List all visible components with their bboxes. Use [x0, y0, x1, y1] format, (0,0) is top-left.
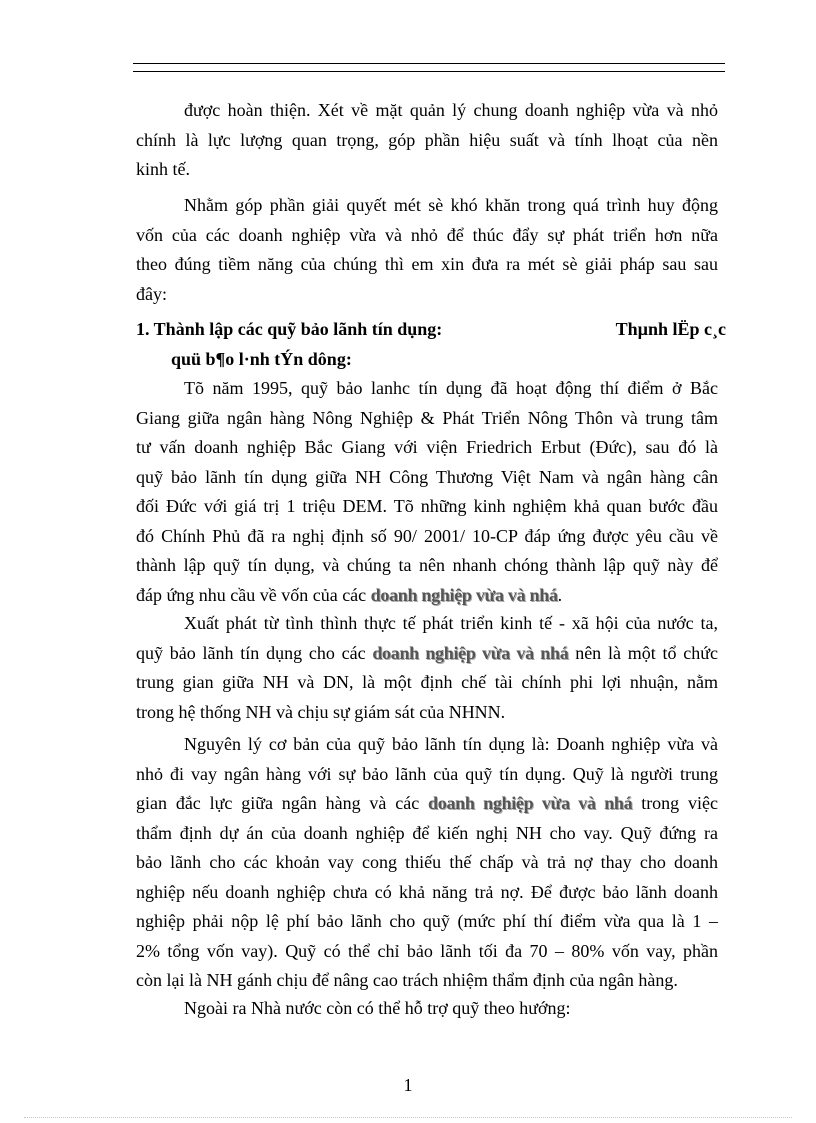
text-line: nghiệp nếu doanh nghiệp chưa có khả năng trả nợ. Để được bảo lãnh doanh — [136, 881, 718, 902]
text-line: thành lập quỹ tín dụng, và chúng ta nên nhanh chóng thành lập quỹ này để — [136, 555, 718, 575]
page-number: 1 — [403, 1075, 413, 1095]
text-line: theo đúng tiềm năng của chúng thì em xin đưa ra mét sè giải pháp sau sau — [136, 254, 718, 274]
text-line: Nguyên lý cơ bản của quỹ bảo lãnh tín dụng là: Doanh nghiệp vừa và — [184, 734, 718, 754]
text-line: chính là lực lượng quan trọng, góp phần hiệu suất và tính lhoạt của nền — [136, 129, 718, 150]
paragraph-2 — [136, 191, 718, 309]
text-line: thẩm định dự án của doanh nghiệp để kiến nghị NH cho vay. Quỹ đứng ra — [136, 822, 718, 843]
text-line: bảo lãnh cho các khoản vay cong thiếu thế chấp và trả nợ thay cho doanh — [136, 852, 718, 872]
paragraph-3 — [136, 374, 718, 610]
paragraph-5 — [136, 730, 718, 996]
text-line: Tõ năm 1995, quỹ bảo lanhc tín dụng đã hoạt động thí điểm ở Bắc — [184, 378, 718, 398]
text-line: gian đắc lực giữa ngân hàng và các doanh nghiệp vừa và nhá trong việc — [136, 793, 718, 813]
text-line: còn lại là NH gánh chịu để nâng cao trách nhiệm thẩm định của ngân hàng. — [136, 970, 678, 990]
text-line: kinh tế. — [136, 159, 190, 179]
paragraph-1 — [136, 96, 718, 185]
text-line: trung gian giữa NH và DN, là một định chế tài chính phi lợi nhuận, nằm — [136, 672, 718, 692]
text-line: đó Chính Phủ đã ra nghị định số 90/ 2001/ 10-CP đáp ứng được yêu cầu về — [136, 525, 718, 546]
text-line: đây: — [136, 283, 167, 304]
text-line: tư vấn doanh nghiệp Bắc Giang với viện Friedrich Erbut (Đức), sau đó là — [136, 437, 718, 457]
paragraph-6 — [136, 994, 718, 1024]
text-line: đối Đức với giá trị 1 triệu DEM. Tõ những kinh nghiệm khả quan bước đầu — [136, 496, 718, 516]
text-line: quỹ bảo lãnh tín dụng cho các doanh nghiệp vừa và nhá nên là một tổ chức — [136, 642, 718, 663]
text-line: Giang giữa ngân hàng Nông Nghiệp & Phát Triển Nông Thôn và trung tâm — [136, 407, 718, 428]
page-bottom-dotted-border — [24, 1117, 792, 1118]
text-line: 2% tổng vốn vay). Quỹ có thể chỉ bảo lãnh tối đa 70 – 80% vốn vay, phần — [136, 940, 718, 961]
heading-garbled-text: Thµnh lËp c¸c — [615, 319, 726, 339]
shadowed-phrase: doanh nghiệp vừa và nhá — [372, 642, 569, 663]
header-rule-top — [133, 63, 725, 64]
text-line: vốn của các doanh nghiệp vừa và nhỏ để thúc đẩy sự phát triển hơn nữa — [136, 224, 718, 245]
text-line: Xuất phát từ tình thình thực tế phát triển kinh tế - xã hội của nước ta, — [184, 613, 718, 633]
paragraph-4 — [136, 609, 718, 727]
text-line: đáp ứng nhu cầu về vốn của các doanh nghiệp vừa và nhá. — [136, 584, 563, 605]
text-line: Ngoài ra Nhà nước còn có thể hỗ trợ quỹ theo hướng: — [184, 998, 571, 1018]
header-rule-bottom — [133, 71, 725, 72]
shadowed-phrase: doanh nghiệp vừa và nhá — [428, 793, 633, 813]
heading-garbled-line: quü b¶o l·nh tÝn dông: — [171, 348, 352, 369]
shadowed-phrase: doanh nghiệp vừa và nhá — [370, 584, 558, 605]
heading-text: 1. Thành lập các quỹ bảo lãnh tín dụng: — [136, 319, 443, 339]
text-line: nhỏ đi vay ngân hàng với sự bảo lãnh của quỹ tín dụng. Quỹ là người trung — [136, 763, 718, 784]
text-line: nghiệp phải nộp lệ phí bảo lãnh cho quỹ (mức phí thí điểm vừa qua là 1 – — [136, 911, 718, 931]
text-line: quỹ bảo lãnh tín dụng giữa NH Công Thương Việt Nam và ngân hàng cân — [136, 466, 718, 487]
text-line: trong hệ thống NH và chịu sự giám sát của NHNN. — [136, 701, 506, 722]
text-line: được hoàn thiện. Xét về mặt quản lý chung doanh nghiệp vừa và nhỏ — [184, 100, 718, 120]
text-line: Nhằm góp phần giải quyết mét sè khó khăn trong quá trình huy động — [184, 195, 718, 215]
section-heading — [136, 315, 726, 374]
